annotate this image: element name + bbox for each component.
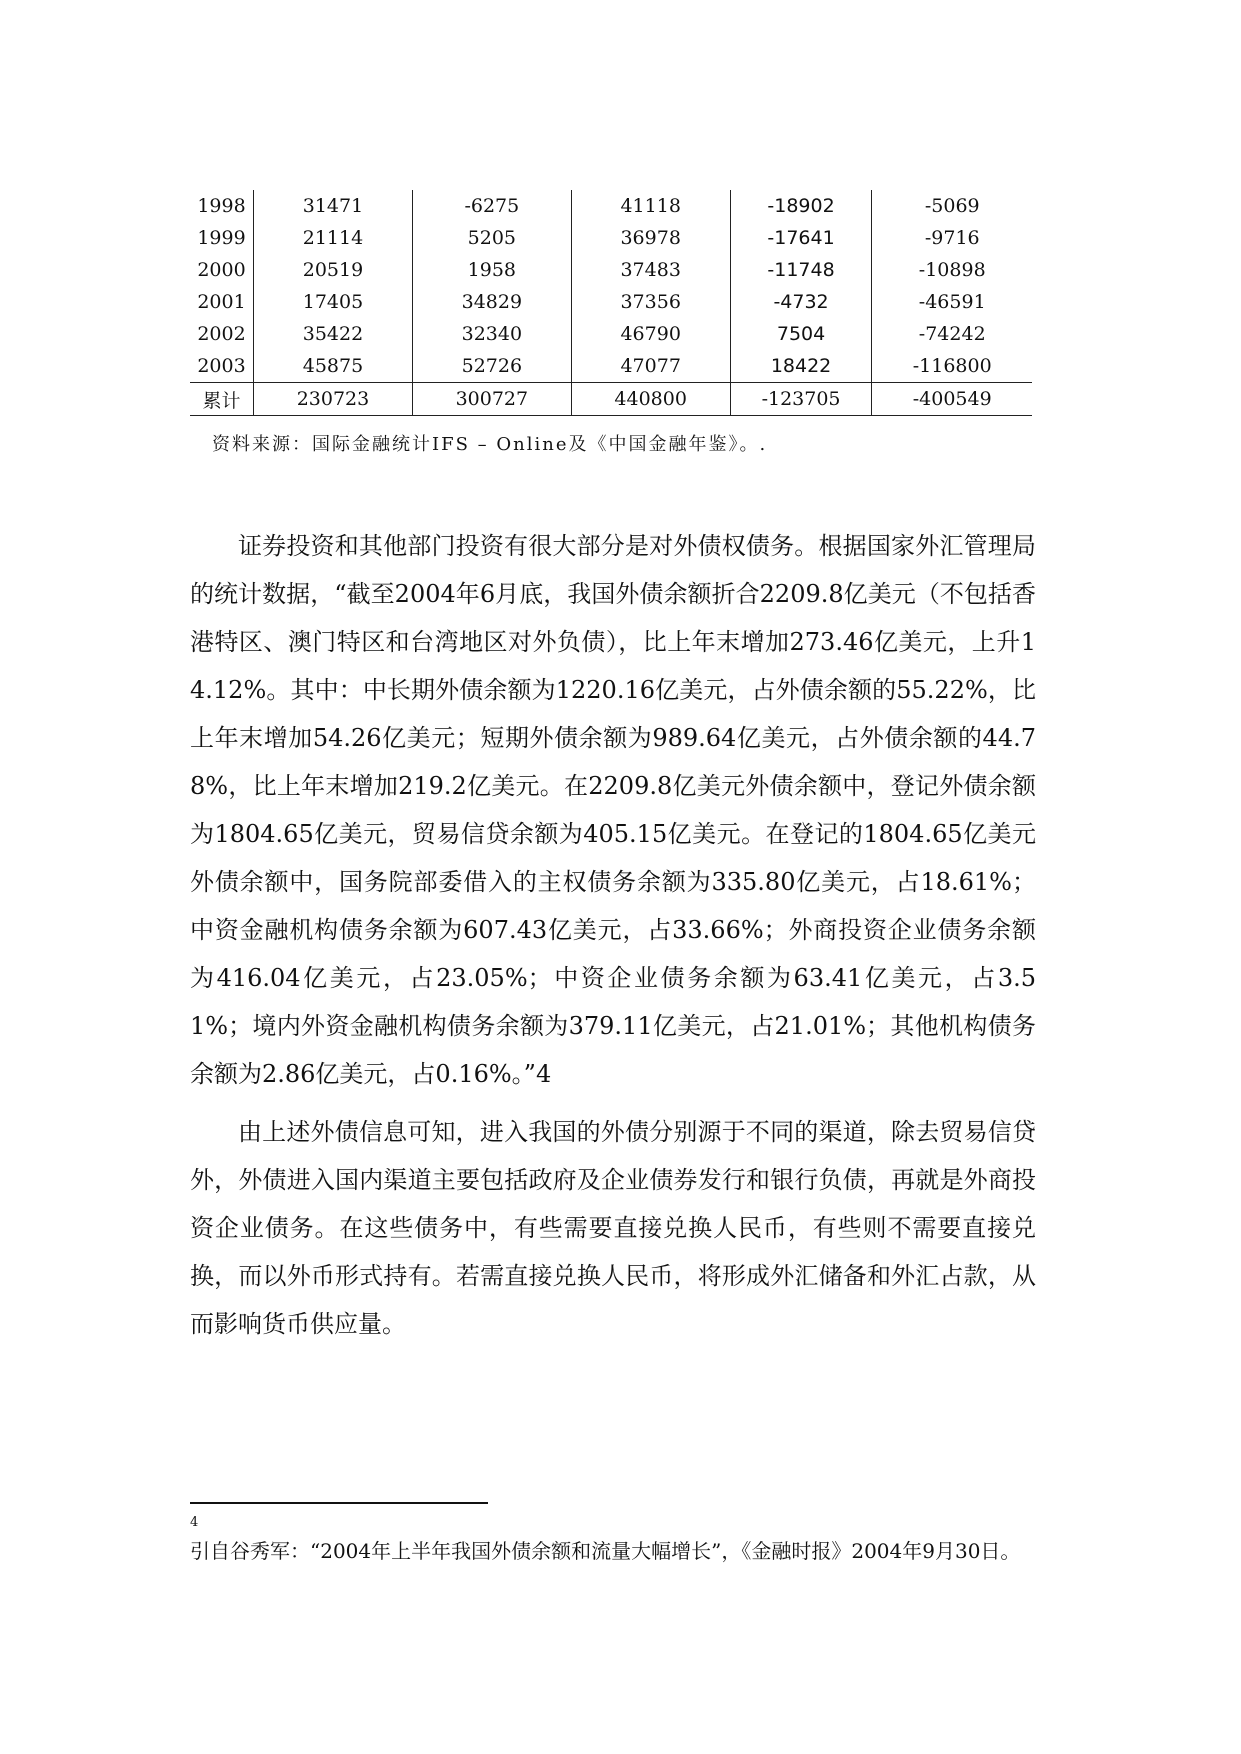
cell: -5069: [872, 190, 1032, 222]
cell: -18902: [730, 190, 872, 222]
table-row-total: [190, 383, 1032, 416]
footnote-divider: [190, 1502, 488, 1504]
cell: 37356: [571, 286, 730, 318]
cell: 300727: [412, 383, 571, 416]
cell: 36978: [571, 222, 730, 254]
cell: 5205: [412, 222, 571, 254]
cell: 52726: [412, 350, 571, 383]
cell: 7504: [730, 318, 872, 350]
cell: 32340: [412, 318, 571, 350]
data-table: [190, 190, 1032, 416]
cell-year: 2002: [197, 323, 246, 345]
cell: 18422: [730, 350, 872, 383]
table-row: [190, 318, 1032, 350]
cell: -11748: [730, 254, 872, 286]
paragraph: 由上述外债信息可知，进入我国的外债分别源于不同的渠道，除去贸易信贷外，外债进入国内渠道主要包括政府及企业债券发行和银行负债，再就是外商投资企业债务。在这些债务中，有些需要直接兑换人民币，有些则不需要直接兑换，而以外币形式持有。若需直接兑换人民币，将形成外汇储备和外汇占款，从而影响货币供应量。: [190, 1118, 1036, 1338]
cell-year: 1999: [197, 227, 246, 249]
table-body: [190, 190, 1032, 383]
cell: -123705: [730, 383, 872, 416]
paragraph: 证券投资和其他部门投资有很大部分是对外债权债务。根据国家外汇管理局的统计数据，“截至2004年6月底，我国外债余额折合2209.8亿美元（不包括香港特区、澳门特区和台湾地区对外负债），比上年末增加273.46亿美元，上升14.12%。其中：中长期外债余额为1220.16亿美元，占外债余额的55.22%，比上年末增加54.26亿美元；短期外债余额为989.64亿美元，占外债余额的44.78%，比上年末增加219.2亿美元。在2209.8亿美元外债余额中，登记外债余额为1804.65亿美元，贸易信贷余额为405.15亿美元。在登记的1804.65亿美元外债余额中，国务院部委借入的主权债务余额为335.80亿美元，占18.61%；中资金融机构债务余额为607.43亿美元，占33.66%；外商投资企业债务余额为416.04亿美元，占23.05%；中资企业债务余额为63.41亿美元，占3.51%；境内外资金融机构债务余额为379.11亿美元，占21.01%；其他机构债务余额为2.86亿美元，占0.16%。”4: [190, 532, 1036, 1088]
table-row: [190, 190, 1032, 222]
cell-year: 1998: [197, 195, 246, 217]
cell: -4732: [730, 286, 872, 318]
table-row: [190, 254, 1032, 286]
cell: 21114: [254, 222, 413, 254]
cell: -46591: [872, 286, 1032, 318]
cell: 20519: [254, 254, 413, 286]
table-row: [190, 350, 1032, 383]
cell-label: 累计: [190, 383, 254, 416]
cell: -17641: [730, 222, 872, 254]
cell: -116800: [872, 350, 1032, 383]
cell: 45875: [254, 350, 413, 383]
cell: -9716: [872, 222, 1032, 254]
cell: 31471: [254, 190, 413, 222]
cell: 440800: [571, 383, 730, 416]
cell-year: 2001: [197, 291, 246, 313]
cell: -10898: [872, 254, 1032, 286]
cell: -400549: [872, 383, 1032, 416]
footnote-mark: 4: [190, 1515, 199, 1530]
cell: 35422: [254, 318, 413, 350]
table-row: [190, 286, 1032, 318]
table-row: [190, 222, 1032, 254]
cell: 17405: [254, 286, 413, 318]
cell: -6275: [412, 190, 571, 222]
cell: 230723: [254, 383, 413, 416]
cell: 1958: [412, 254, 571, 286]
cell-year: 2003: [197, 355, 246, 377]
cell: 47077: [571, 350, 730, 383]
cell: 37483: [571, 254, 730, 286]
cell: 34829: [412, 286, 571, 318]
cell-year: 2000: [197, 259, 246, 281]
source-note: 资料来源：国际金融统计IFS – Online及《中国金融年鉴》。.: [212, 434, 768, 455]
cell: -74242: [872, 318, 1032, 350]
footnote-text: 引自谷秀军：“2004年上半年我国外债余额和流量大幅增长”，《金融时报》2004年9月30日。: [190, 1539, 1021, 1563]
cell: 41118: [571, 190, 730, 222]
cell: 46790: [571, 318, 730, 350]
